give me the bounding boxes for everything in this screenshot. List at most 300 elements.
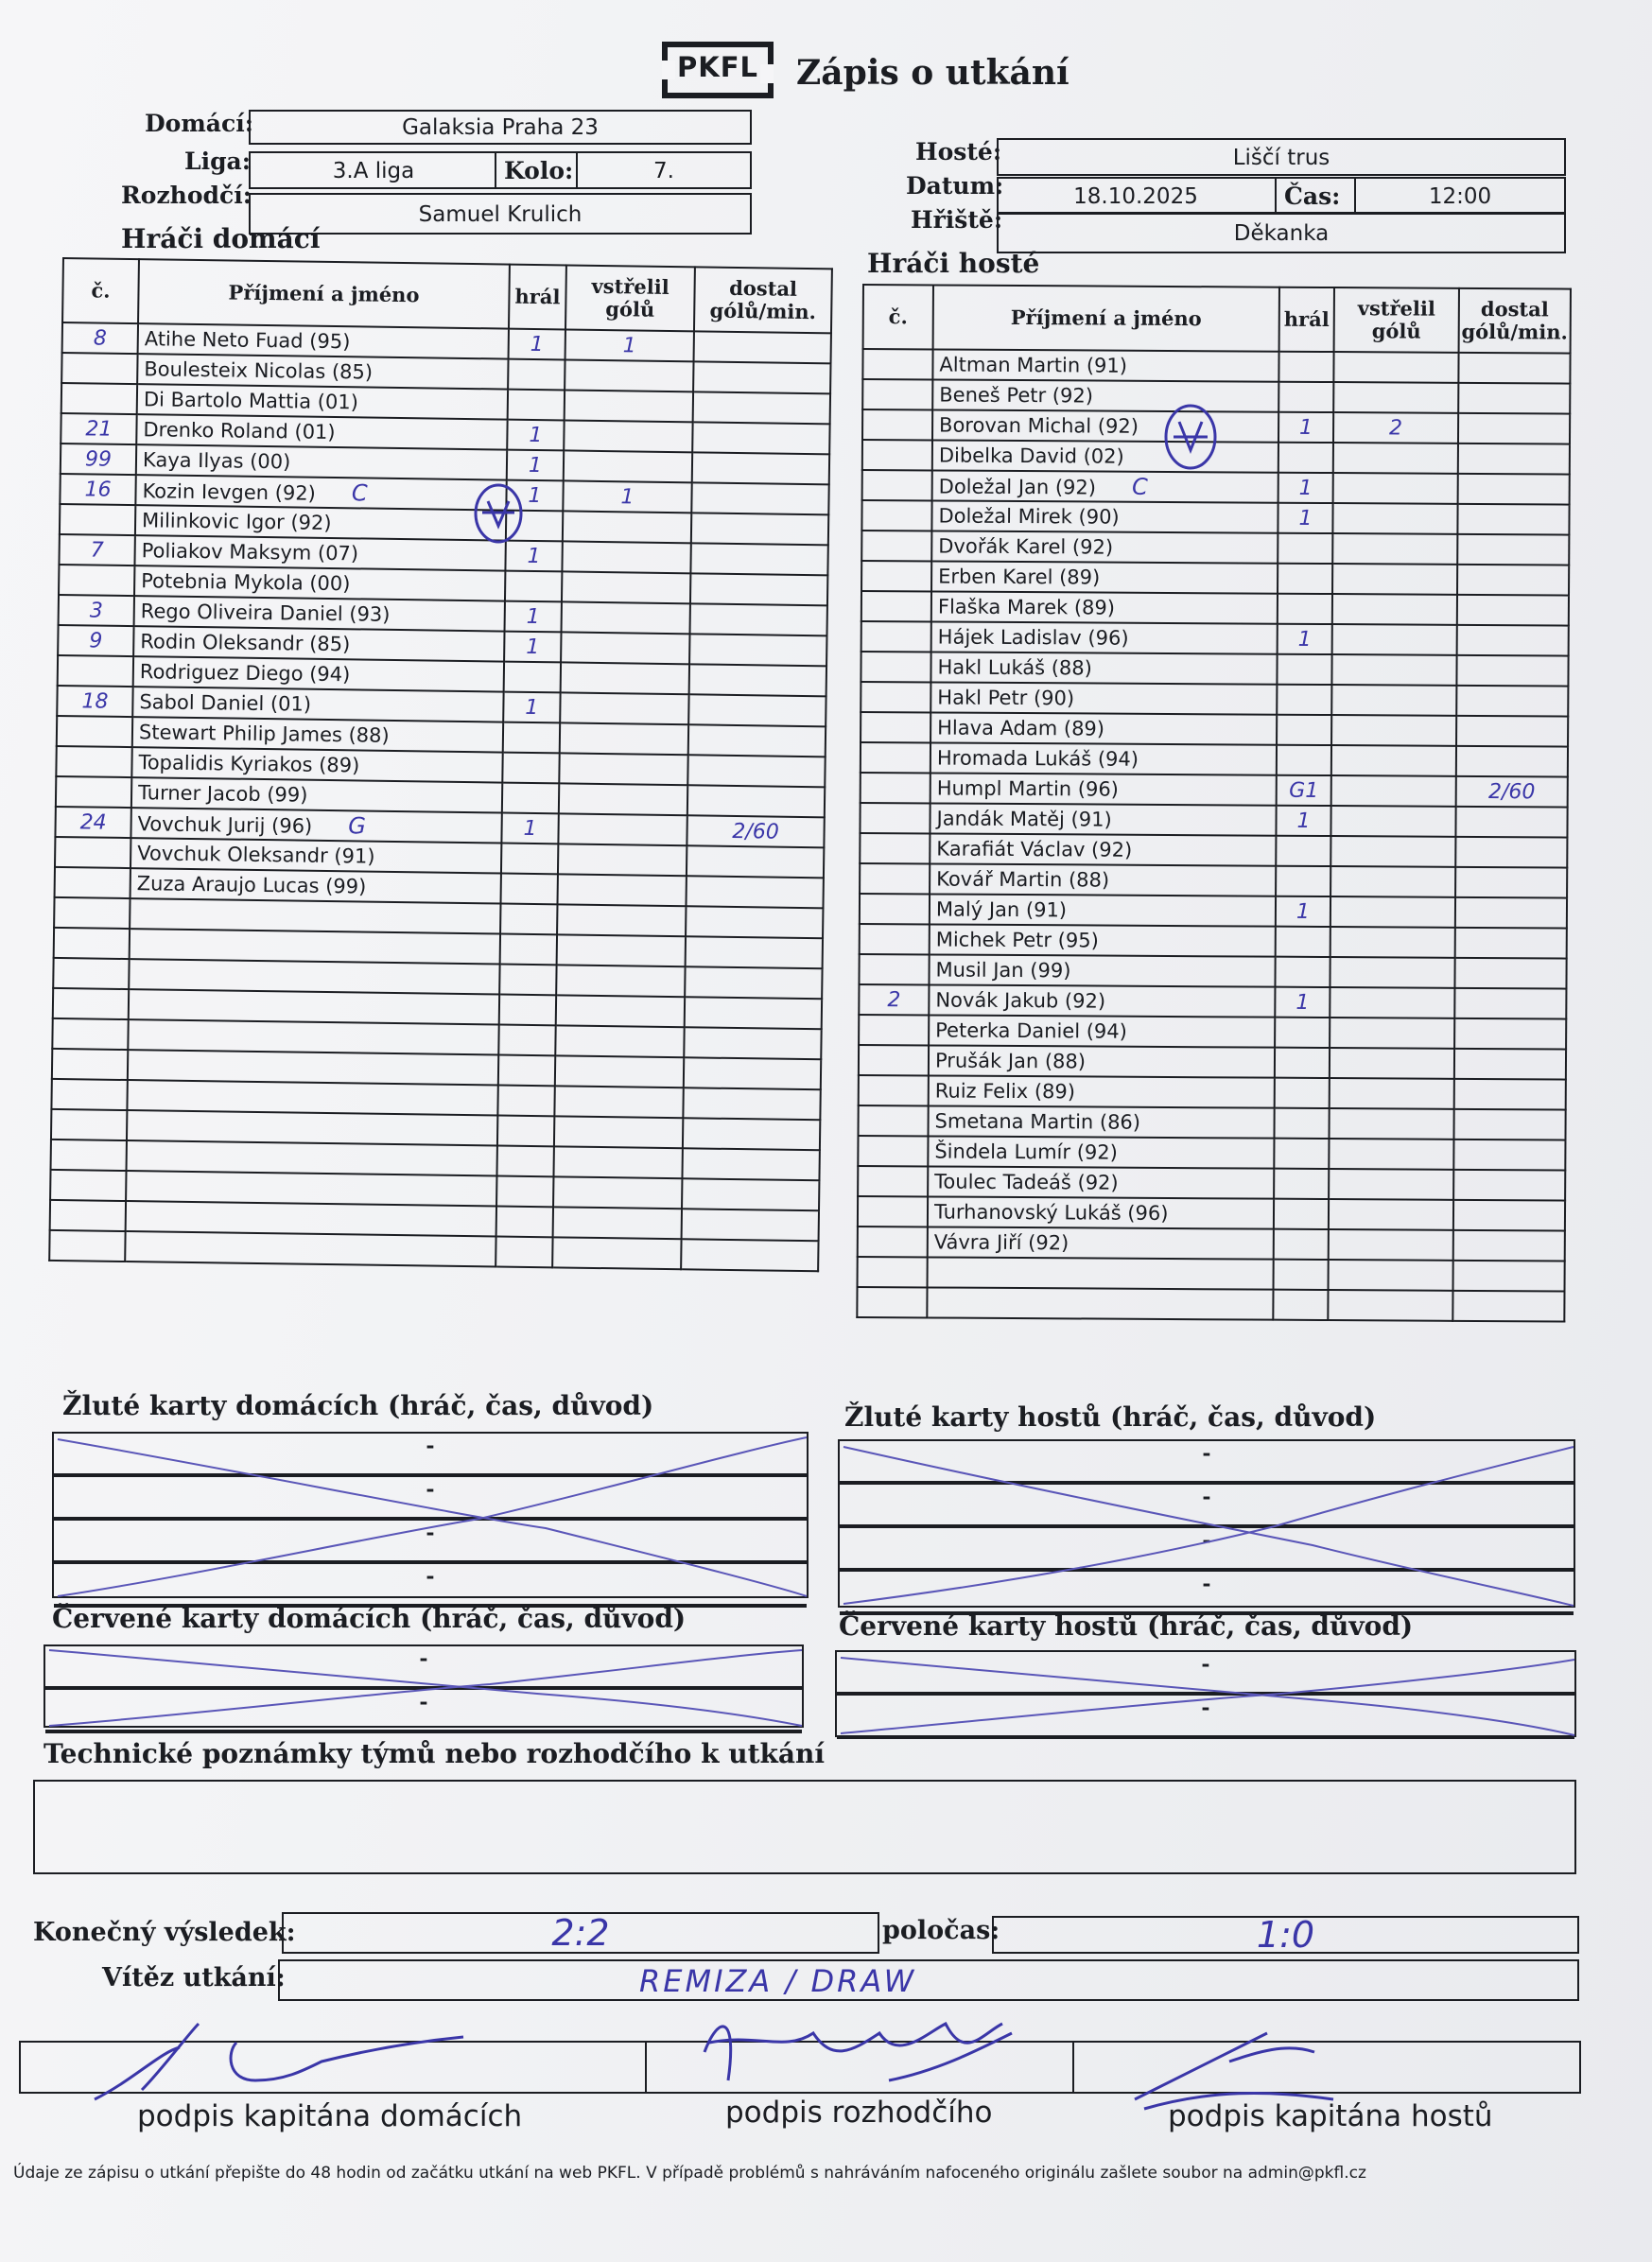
player-conceded: 2/60 [687,815,824,847]
page-title: Zápis o utkání [796,53,1069,93]
cross-out-stroke [58,1437,807,1596]
notes-title: Technické poznámky týmů nebo rozhodčího k utkání [43,1738,826,1769]
player-conceded [687,845,824,878]
player-conceded [683,1118,820,1150]
player-number [53,958,129,989]
player-number [861,742,930,773]
player-played: 1 [505,601,562,633]
player-conceded [1458,474,1570,505]
player-name: Milinkovic Igor (92) [135,505,506,540]
player-number [859,954,929,984]
player-name: Dibelka David (02) [932,440,1278,472]
player-name: Beneš Petr (92) [932,379,1278,411]
player-played: 1 [1278,503,1332,533]
player-played: 1 [1278,412,1333,443]
player-conceded [690,603,827,635]
player-number: 99 [61,444,136,475]
player-goals [1331,654,1456,686]
player-goals [553,1207,682,1239]
referee-signature [704,2024,1012,2080]
player-name: Humpl Martin (96) [930,773,1277,805]
player-number [53,988,129,1019]
table-row [862,349,1570,384]
player-played [1275,1018,1330,1048]
referee-label: Rozhodčí: [121,182,252,209]
player-number [862,440,932,470]
player-number [50,1170,126,1201]
player-mark: C [1131,473,1148,500]
player-played: 1 [506,480,563,512]
player-goals [552,1237,681,1269]
player-number [51,1079,127,1110]
player-goals [560,692,688,724]
player-played: 1 [1276,806,1330,836]
player-played [501,874,558,905]
player-conceded [684,1057,821,1089]
player-number: 7 [59,534,134,566]
player-name [928,1257,1274,1289]
player-goals [564,450,692,482]
player-mark: G [348,812,367,840]
player-goals [1332,533,1457,565]
player-number [54,928,130,959]
player-number [861,712,930,742]
card-dash: - [1201,1652,1210,1677]
away-captain-signature [1135,2033,1333,2109]
cross-out-mark [837,1652,1578,1739]
player-goals [562,601,690,634]
col-number: č. [863,285,933,349]
player-conceded [1454,1079,1566,1110]
player-played [1274,1229,1329,1260]
player-goals [553,1146,682,1178]
player-name: Stewart Philip James (88) [132,717,503,752]
player-goals [1330,957,1454,988]
player-number [859,1045,929,1075]
player-number [860,863,930,894]
player-number: 3 [59,595,134,626]
table-row [860,803,1567,838]
player-played [1278,594,1332,624]
player-name: Hromada Lukáš (94) [930,742,1277,774]
player-conceded [1453,1200,1565,1231]
player-conceded [1454,988,1566,1019]
referee-field [249,193,752,235]
player-goals: 2 [1333,412,1458,444]
player-number [860,924,930,954]
player-name: Novák Jakub (92) [929,984,1275,1017]
player-number: 16 [60,474,135,505]
time: 12:00 [1428,184,1492,209]
player-played [1276,927,1330,957]
cross-out-mark [54,1434,810,1600]
winner-label: Vítěz utkání: [102,1963,286,1992]
player-goals [562,541,690,573]
player-number [861,621,931,652]
player-conceded [1455,897,1567,929]
player-name: Karafiát Václav (92) [930,833,1276,865]
player-goals [561,662,689,694]
col-scored [565,265,695,331]
league: 3.A liga [332,159,415,183]
player-played [504,662,561,693]
table-row [858,1257,1565,1292]
player-goals [1330,896,1455,928]
player-played [1274,1260,1329,1290]
player-played [1277,654,1331,685]
player-conceded [687,785,825,817]
player-conceded [1456,716,1568,747]
player-name: Erben Karel (89) [931,561,1278,593]
player-number [61,353,137,384]
player-goals [553,1176,682,1209]
card-dash: - [1202,1485,1211,1509]
player-name: Vávra Jiří (92) [928,1227,1274,1259]
player-goals [562,571,690,603]
player-conceded [686,936,823,968]
player-name: Dvořák Karel (92) [931,531,1278,563]
player-conceded [1458,413,1570,444]
away-team-field [997,138,1566,176]
player-number [858,1227,928,1257]
player-conceded [1457,534,1569,566]
player-played [1277,745,1331,775]
pitch-field [997,212,1566,253]
player-conceded [1453,1109,1565,1140]
player-conceded [1455,928,1567,959]
captain-circle-home [471,480,528,547]
player-number [862,470,932,500]
player-conceded [691,482,828,514]
player-goals [1329,1260,1453,1291]
away-roster-body [857,349,1570,1322]
referee-signature-label: podpis rozhodčího [725,2096,993,2130]
table-header [863,285,1571,354]
player-played [1276,836,1330,866]
player-conceded [1456,746,1568,777]
player-played [1274,1139,1329,1169]
player-goals [1330,836,1455,867]
player-goals [1331,685,1456,716]
logo-text: PKFL [676,51,758,83]
col-conceded-2: gólů/min. [709,298,817,324]
player-number [862,379,932,409]
table-row [860,894,1567,929]
player-conceded [686,906,823,938]
player-played [1278,443,1333,473]
player-conceded [1458,353,1570,384]
card-dash: - [426,1564,435,1589]
player-played [1278,564,1332,594]
player-goals [1332,624,1457,655]
player-played [1277,685,1331,715]
player-conceded [688,694,826,726]
red-away-box [835,1650,1576,1737]
player-goals [1332,594,1457,625]
away-captain-signature-label: podpis kapitána hostů [1168,2099,1493,2133]
player-played: 1 [1278,624,1332,654]
player-number [55,867,130,898]
player-conceded [691,513,828,545]
player-name-text: Vovchuk Jurij (96) [137,812,313,838]
player-number [861,652,930,682]
player-played: 1 [507,450,564,481]
player-conceded [1457,595,1569,626]
player-conceded [1452,1291,1564,1322]
cross-out-mark [45,1646,806,1730]
player-played [1275,1078,1330,1108]
player-goals [558,813,687,845]
player-goals [1330,1078,1454,1109]
player-goals [1329,1229,1453,1261]
player-conceded [1457,625,1569,656]
table-row [861,712,1568,747]
player-name: Atihe Neto Fuad (95) [138,323,509,358]
card-dash: - [1202,1441,1211,1466]
col-name: Příjmení a jméno [138,259,510,328]
table-row [861,773,1568,808]
date-field [997,177,1566,215]
table-row [861,621,1569,656]
yellow-away-title: Žluté karty hostů (hráč, čas, důvod) [844,1401,1377,1433]
home-team-field [249,110,752,145]
player-number [59,565,134,596]
player-name: Hakl Lukáš (88) [930,652,1277,684]
col-scored-1: vstřelil [591,273,669,299]
player-number: 24 [55,807,130,838]
player-number [858,1136,928,1166]
player-conceded [686,876,823,908]
footer-note: Údaje ze zápisu o utkání přepište do 48 hodin od začátku utkání na web PKFL. V případě problémů s nahráváním nafoceného originálu zašlete soubor na admin@pkfl.cz [13,2164,1366,2183]
player-conceded [688,724,826,757]
player-number [858,1196,928,1227]
player-conceded [685,966,822,999]
col-played: hrál [509,265,566,330]
cross-out-stroke [843,1447,1574,1606]
league-label: Liga: [184,148,251,175]
player-number [861,500,931,531]
player-conceded [1456,686,1568,717]
player-name: Boulesteix Nicolas (85) [137,354,508,389]
player-played [1276,866,1330,896]
player-name: Flaška Marek (89) [931,591,1278,623]
player-name-text: Doležal Jan (92) [938,475,1097,499]
col-scored-2: gólů [1371,319,1421,343]
player-name: Rodin Oleksandr (85) [133,626,504,661]
player-number: 8 [62,322,138,354]
player-name: Malý Jan (91) [930,894,1276,926]
captain-circle-stroke [1174,422,1208,450]
player-goals [1330,1048,1454,1079]
player-goals [1332,564,1457,595]
table-row [859,954,1566,989]
player-goals [1333,382,1458,413]
player-played [1273,1290,1328,1320]
yellow-away-box [838,1439,1575,1608]
player-conceded [1453,1261,1565,1292]
player-goals [1328,1290,1452,1321]
player-name: Smetana Martin (86) [928,1105,1274,1138]
player-name: Michek Petr (95) [930,924,1276,956]
col-conceded [694,267,832,333]
red-away-title: Červené karty hostů (hráč, čas, důvod) [839,1610,1414,1642]
player-number [55,837,130,868]
player-goals [1330,987,1454,1018]
cross-out-mark [840,1441,1577,1610]
player-played [497,1116,554,1147]
player-played [498,1025,555,1056]
player-goals [564,420,692,452]
player-played: G1 [1277,775,1331,806]
final-result-label: Konečný výsledek: [33,1918,296,1947]
table-row [861,742,1568,777]
red-home-box [43,1644,804,1728]
player-played [505,571,562,602]
player-conceded [687,755,825,787]
player-played [1274,1169,1329,1199]
table-row [859,1015,1566,1050]
player-played [503,722,560,754]
player-played: 1 [501,813,558,844]
player-name-text: Kozin Ievgen (92) [142,479,317,505]
player-goals [557,904,686,936]
col-conceded [1459,288,1571,354]
player-played [502,753,559,784]
player-conceded [1453,1140,1565,1171]
table-row [858,1166,1565,1201]
cross-out-stroke [841,1660,1574,1733]
player-goals [1333,352,1458,383]
player-name: Turner Jacob (99) [131,777,502,812]
player-goals [561,632,689,664]
col-scored-1: vstřelil [1357,296,1435,321]
player-goals [1329,1139,1453,1170]
player-goals [559,783,687,815]
player-played [501,844,558,875]
player-played: 1 [1275,987,1330,1018]
table-row [861,682,1568,717]
player-conceded [1454,1018,1566,1050]
player-goals [554,1116,683,1148]
player-number [861,531,931,561]
player-played [499,965,556,996]
table-row [860,924,1567,959]
player-name [927,1287,1273,1319]
player-goals: 1 [563,480,691,513]
cross-out-stroke [49,1650,802,1726]
player-name: Prušák Jan (88) [929,1045,1275,1077]
home-roster-body [49,322,831,1271]
col-played: hrál [1279,287,1334,352]
col-name: Příjmení a jméno [933,285,1279,351]
card-dash: - [426,1521,435,1545]
player-number: 2 [859,984,929,1015]
table-row [859,984,1566,1019]
player-name: Kovář Martin (88) [930,863,1276,896]
player-goals [1332,503,1457,534]
player-conceded [1456,655,1568,687]
player-number [858,1257,928,1287]
player-conceded [682,1209,819,1241]
player-played [1278,382,1333,412]
player-goals [556,995,685,1027]
player-goals [565,359,693,392]
player-number [861,591,931,621]
player-goals [1331,745,1456,776]
player-played [508,359,565,391]
player-played [499,995,556,1026]
player-goals [555,1025,684,1057]
halftime-field [992,1916,1579,1954]
player-played [508,390,565,421]
player-number [52,1049,128,1080]
player-name: Zuza Araujo Lucas (99) [130,868,501,903]
player-number [860,803,930,833]
player-number [54,897,130,929]
player-number [61,383,137,414]
player-goals [1330,866,1455,897]
red-home-title: Červené karty domácích (hráč, čas, důvod) [52,1603,687,1634]
col-scored [1334,287,1459,353]
notes-box [33,1780,1576,1874]
player-name: Jandák Matěj (91) [930,803,1276,835]
player-played: 1 [1276,896,1330,927]
player-played [496,1237,552,1268]
player-goals [557,934,686,966]
player-name: Doležal Mirek (90) [931,500,1278,532]
player-goals [1329,1199,1453,1230]
player-conceded [1453,1170,1565,1201]
player-conceded [683,1088,820,1120]
halftime-label: poločas: [882,1916,1000,1945]
player-conceded [693,392,830,424]
player-number [862,409,932,440]
player-number [58,655,133,687]
player-conceded [1454,1049,1566,1080]
player-number [56,746,131,777]
player-name: Potebnia Mykola (00) [134,566,505,600]
player-number [861,773,930,803]
player-played: 1 [1278,473,1333,503]
captain-circle-away [1160,401,1221,473]
player-name: Di Bartolo Mattia (01) [137,384,508,419]
player-name: Musil Jan (99) [929,954,1275,986]
player-number [857,1287,927,1317]
home-players-title: Hráči domácí [121,223,321,254]
player-conceded [682,1148,819,1180]
player-goals [1331,715,1456,746]
player-name: Kaya Ilyas (00) [136,444,507,479]
player-conceded [689,664,826,696]
yellow-home-box [52,1432,809,1598]
player-number [56,776,131,808]
player-goals [556,965,685,997]
col-conceded-2: gólů/min. [1461,319,1568,344]
player-goals [555,1055,684,1088]
table-row [859,1045,1566,1080]
table-row [858,1227,1565,1262]
player-mark: C [351,479,368,507]
card-dash: - [1202,1528,1211,1553]
player-conceded [689,634,826,666]
player-number [859,1075,929,1105]
table-row [858,1136,1565,1171]
player-played [1275,1048,1330,1078]
player-conceded [1453,1230,1565,1262]
halftime-score: 1:0 [1256,1914,1315,1956]
home-captain-signature-label: podpis kapitána domácích [137,2099,523,2133]
table-row [861,500,1569,535]
